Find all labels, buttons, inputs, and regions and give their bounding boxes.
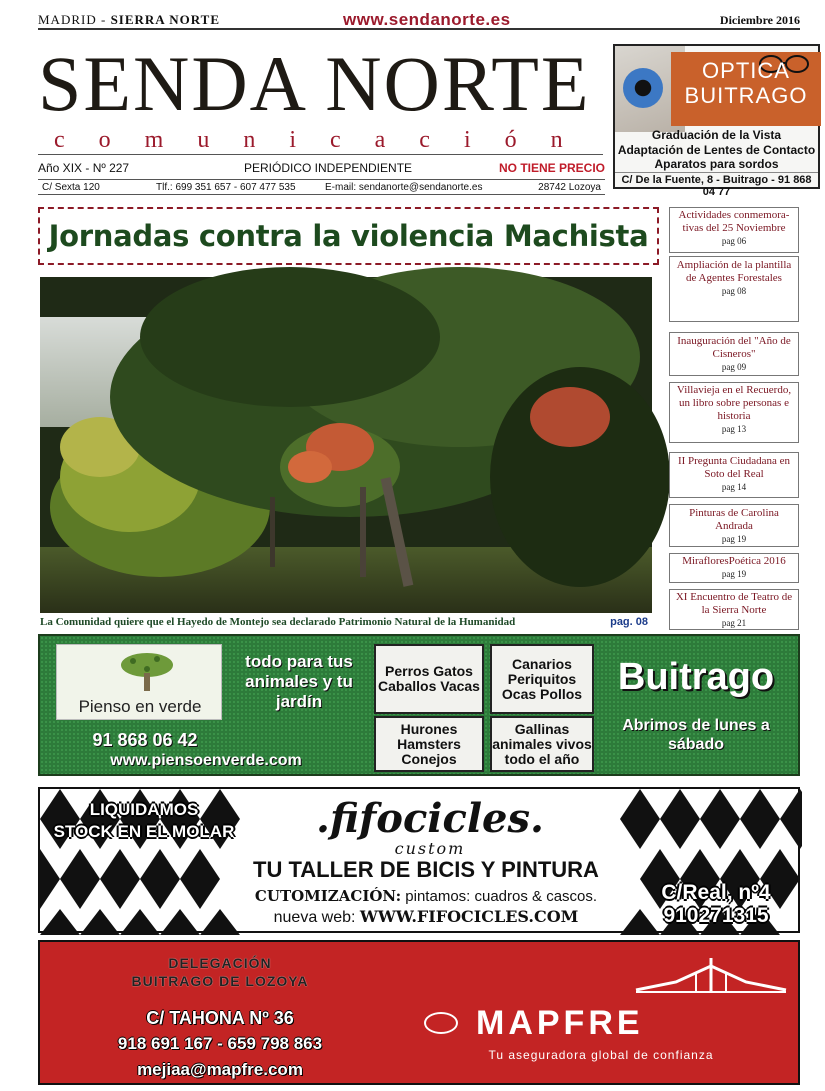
headline: Jornadas contra la violencia Machista (48, 219, 649, 253)
fifo-brand-sub: custom (394, 839, 466, 858)
bridge-icon (636, 956, 786, 996)
mapfre-ad[interactable] (38, 940, 800, 1085)
caption-page-ref[interactable]: pag. 08 (610, 616, 648, 628)
contact-postal: 28742 Lozoya (538, 182, 601, 193)
issue-date: Diciembre 2016 (719, 13, 800, 27)
index-item[interactable]: XI Encuentro de Teatro de la Sierra Norte pag 21 (669, 589, 799, 630)
region-label: MADRID - SIERRA NORTE (38, 12, 220, 27)
pienso-website[interactable]: www.piensoenverde.com (110, 752, 302, 769)
top-strip (38, 10, 800, 30)
optica-services: Graduación de la Vista Adaptación de Lentes de Contacto Aparatos para sordos (617, 128, 816, 171)
contact-address: C/ Sexta 120 (42, 182, 100, 193)
masthead-rule (38, 154, 603, 155)
pienso-logo: Pienso en verde (56, 644, 222, 720)
index-item[interactable]: Actividades conmemora-tivas del 25 Noviembre pag 06 (669, 207, 799, 253)
pienso-ad[interactable] (38, 634, 800, 776)
index-item[interactable]: Pinturas de Carolina Andrada pag 19 (669, 504, 799, 547)
index-item[interactable]: Ampliación de la plantilla de Agentes Forestales pag 08 (669, 256, 799, 322)
contact-email[interactable]: E-mail: sendanorte@sendanorte.es (325, 182, 483, 193)
tree-icon (117, 651, 177, 693)
index-item[interactable]: Inauguración del "Año de Cisneros" pag 09 (669, 332, 799, 376)
price-label: NO TIENE PRECIO (498, 161, 605, 175)
newspaper-subtitle: comunicación (54, 127, 597, 153)
mapfre-delegation: DELEGACIÓN BUITRAGO DE LOZOYA (131, 955, 309, 989)
pienso-box: Canarios Periquitos Ocas Pollos (490, 644, 594, 714)
headline-box[interactable] (38, 207, 659, 265)
mapfre-email[interactable]: mejiaa@mapfre.com (137, 1060, 303, 1079)
pienso-town: Buitrago (617, 656, 775, 698)
photo-caption: La Comunidad quiere que el Hayedo de Montejo sea declarado Patrimonio Natural de la Humanidad pag. 08 (40, 616, 648, 628)
fifo-contact: C/Real, nº4 910271315 (661, 881, 771, 927)
contact-line (38, 179, 605, 195)
fifo-promo: LIQUIDAMOS STOCK EN EL MOLAR (53, 800, 235, 841)
forest-photo[interactable] (40, 277, 652, 613)
optica-ad[interactable] (613, 44, 820, 198)
optica-address: C/ De la Fuente, 8 - Buitrago - 91 868 04 77 (615, 172, 818, 198)
pienso-hours: Abrimos de lunes a sábado (622, 717, 770, 753)
pienso-phone: 91 868 06 42 (92, 730, 198, 750)
pienso-box: Gallinas animales vivos todo el año (490, 716, 594, 772)
fifocicles-ad[interactable] (38, 787, 800, 933)
optica-name: OPTICA BUITRAGO (684, 58, 808, 108)
index-item[interactable]: II Pregunta Ciudadana en Soto del Real pag 14 (669, 452, 799, 498)
tagline: PERIÓDICO INDEPENDIENTE (244, 161, 413, 175)
website-link[interactable]: www.sendanorte.es (343, 10, 511, 29)
fifo-brand: .fifocicles. (316, 795, 544, 842)
fifo-custom: CUTOMIZACIÓN: pintamos: cuadros & cascos. (254, 887, 598, 905)
mapfre-slogan: Tu aseguradora global de confianza (488, 1048, 714, 1062)
newspaper-title: SENDA NORTE (38, 40, 591, 127)
issue-info (38, 161, 605, 177)
issue-number: Año XIX - Nº 227 (38, 161, 130, 175)
index-item[interactable]: Villavieja en el Recuerdo, un libro sobre personas e historia pag 13 (669, 382, 799, 443)
pienso-box: Perros Gatos Caballos Vacas (374, 644, 484, 714)
fifo-website[interactable]: nueva web: WWW.FIFOCICLES.COM (273, 907, 579, 926)
forest-photo-image (40, 277, 652, 613)
masthead (38, 40, 603, 154)
mapfre-brand: MAPFRE (476, 1004, 644, 1042)
mapfre-street: C/ TAHONA Nº 36 (146, 1008, 294, 1028)
index-item[interactable]: MirafloresPoética 2016 pag 19 (669, 553, 799, 583)
mapfre-phones: 918 691 167 - 659 798 863 (117, 1034, 323, 1053)
pienso-box: Hurones Hamsters Conejos (374, 716, 484, 772)
fifo-tagline: TU TALLER DE BICIS Y PINTURA (253, 857, 599, 882)
pienso-slogan: todo para tus animales y tu jardín (245, 652, 353, 711)
contact-phone: Tlf.: 699 351 657 - 607 477 535 (156, 182, 296, 193)
mapfre-emblem-icon (424, 1012, 458, 1034)
